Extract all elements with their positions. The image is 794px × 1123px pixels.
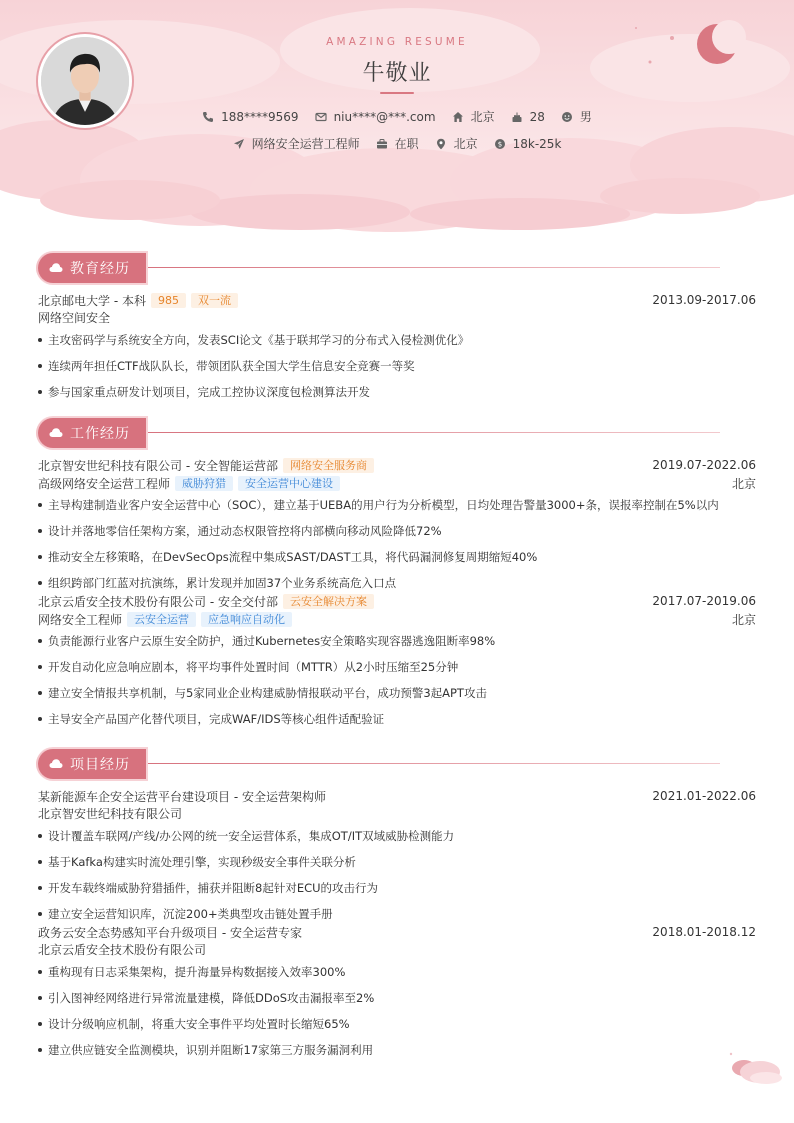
project-entry xyxy=(38,787,756,927)
project-company: 北京智安世纪科技有限公司 xyxy=(38,807,183,821)
project-details xyxy=(38,959,756,1063)
projects-section-header xyxy=(38,749,756,779)
skill-tag: 安全运营中心建设 xyxy=(238,476,340,491)
company-type-tag: 网络安全服务商 xyxy=(283,458,374,473)
list-item: 引入图神经网络进行异常流量建模，降低DDoS攻击漏报率至2% xyxy=(38,985,756,1011)
cake-icon xyxy=(511,111,523,123)
work-achievements xyxy=(38,628,756,732)
skill-tag: 云安全运营 xyxy=(127,612,196,627)
list-item: 主导安全产品国产化替代项目，完成WAF/IDS等核心组件适配验证 xyxy=(38,706,756,732)
resume-tagline: AMAZING RESUME xyxy=(326,36,468,48)
residence-text: 北京 xyxy=(470,110,495,124)
job-title: 高级网络安全运营工程师 xyxy=(38,476,171,491)
cloud-icon xyxy=(49,262,63,273)
school-degree: 北京邮电大学 - 本科 xyxy=(38,293,146,308)
decorative-cloud-icon xyxy=(728,1052,784,1086)
list-item: 建立供应链安全监测模块，识别并阻断17家第三方服务漏洞利用 xyxy=(38,1037,756,1063)
job-status-item xyxy=(376,135,419,152)
school-tag-double-first-class: 双一流 xyxy=(191,293,238,308)
work-section xyxy=(38,418,756,732)
briefcase-icon xyxy=(376,138,388,150)
list-item: 设计分级响应机制，将重大安全事件平均处置时长缩短65% xyxy=(38,1011,756,1037)
list-item: 主攻密码学与系统安全方向，发表SCI论文《基于联邦学习的分布式入侵检测优化》 xyxy=(38,327,756,353)
position-row xyxy=(38,474,756,492)
contact-info-row xyxy=(0,108,794,125)
projects-section-title: 项目经历 xyxy=(70,757,130,773)
education-entry xyxy=(38,291,756,405)
age-item xyxy=(511,110,545,124)
target-city-text: 北京 xyxy=(453,137,478,151)
project-company: 北京云盾安全技术股份有限公司 xyxy=(38,943,207,957)
target-city-item xyxy=(435,135,478,152)
salary-text: 18k-25k xyxy=(512,136,562,151)
projects-section-title-pill xyxy=(38,749,146,779)
phone-text: 188****9569 xyxy=(221,109,299,124)
work-section-title: 工作经历 xyxy=(70,426,130,442)
work-date: 2017.07-2019.06 xyxy=(652,594,756,608)
work-location: 北京 xyxy=(731,476,756,491)
entry-title-row xyxy=(38,291,756,309)
job-status-text: 在职 xyxy=(394,137,419,151)
list-item: 推动安全左移策略，在DevSecOps流程中集成SAST/DAST工具，将代码漏洞修复周期缩短40% xyxy=(38,544,756,570)
target-position-text: 网络安全运营工程师 xyxy=(251,137,360,151)
major: 网络空间安全 xyxy=(38,311,111,325)
education-section xyxy=(38,253,756,405)
cloud-icon xyxy=(49,758,63,769)
list-item: 设计覆盖车联网/产线/办公网的统一安全运营体系，集成OT/IT双域威胁检测能力 xyxy=(38,823,756,849)
gender-item xyxy=(561,108,592,125)
age-text: 28 xyxy=(529,109,545,124)
residence-item xyxy=(452,108,495,125)
cloud-icon xyxy=(49,427,63,438)
send-icon xyxy=(233,138,245,150)
company-type-tag: 云安全解决方案 xyxy=(283,594,374,609)
entry-title-row xyxy=(38,787,756,805)
name-underline xyxy=(380,92,414,94)
list-item: 负责能源行业客户云原生安全防护，通过Kubernetes安全策略实现容器逃逸阻断率98% xyxy=(38,628,756,654)
work-date: 2019.07-2022.06 xyxy=(652,458,756,472)
work-entry xyxy=(38,456,756,596)
work-entry xyxy=(38,592,756,732)
resume-header xyxy=(0,0,794,232)
work-achievements xyxy=(38,492,756,596)
education-date: 2013.09-2017.06 xyxy=(652,293,756,307)
job-intent-row xyxy=(0,135,794,152)
home-icon xyxy=(452,111,464,123)
list-item: 组织跨部门红蓝对抗演练，累计发现并加固37个业务系统高危入口点 xyxy=(38,570,756,596)
location-icon xyxy=(435,138,447,150)
project-date: 2021.01-2022.06 xyxy=(652,789,756,803)
project-details xyxy=(38,823,756,927)
target-position-item xyxy=(233,135,360,152)
email-text: niu****@***.com xyxy=(333,109,436,124)
education-section-title: 教育经历 xyxy=(70,261,130,277)
position-row xyxy=(38,610,756,628)
list-item: 主导构建制造业客户安全运营中心（SOC），建立基于UEBA的用户行为分析模型，日均处理告警量3000+条，误报率控制在5%以内 xyxy=(38,492,756,518)
education-section-header xyxy=(38,253,756,283)
gender-text: 男 xyxy=(579,110,592,124)
education-section-title-pill xyxy=(38,253,146,283)
candidate-name: 牛敬业 xyxy=(362,61,432,86)
school-tag-985: 985 xyxy=(151,293,186,308)
list-item: 重构现有日志采集架构，提升海量异构数据接入效率300% xyxy=(38,959,756,985)
email-item xyxy=(315,110,436,124)
entry-title-row xyxy=(38,456,756,474)
list-item: 开发车载终端威胁狩猎插件，捕获并阻断8起针对ECU的攻击行为 xyxy=(38,875,756,901)
svg-text:$: $ xyxy=(497,140,502,149)
salary-item xyxy=(494,137,562,151)
section-divider-line xyxy=(148,432,720,433)
list-item: 参与国家重点研发计划项目，完成工控协议深度包检测算法开发 xyxy=(38,379,756,405)
work-section-title-pill xyxy=(38,418,146,448)
smile-icon xyxy=(561,111,573,123)
salary-icon xyxy=(494,138,506,150)
job-title: 网络安全工程师 xyxy=(38,612,123,627)
education-highlights xyxy=(38,327,756,405)
list-item: 开发自动化应急响应剧本，将平均事件处置时间（MTTR）从2小时压缩至25分钟 xyxy=(38,654,756,680)
list-item: 连续两年担任CTF战队队长，带领团队获全国大学生信息安全竞赛一等奖 xyxy=(38,353,756,379)
project-name-role: 政务云安全态势感知平台升级项目 - 安全运营专家 xyxy=(38,925,302,940)
company-department: 北京云盾安全技术股份有限公司 - 安全交付部 xyxy=(38,594,278,609)
skill-tag: 威胁狩猎 xyxy=(175,476,233,491)
work-section-header xyxy=(38,418,756,448)
projects-section xyxy=(38,749,756,1063)
project-date: 2018.01-2018.12 xyxy=(652,925,756,939)
section-divider-line xyxy=(148,267,720,268)
phone-icon xyxy=(202,111,214,123)
list-item: 基于Kafka构建实时流处理引擎，实现秒级安全事件关联分析 xyxy=(38,849,756,875)
list-item: 建立安全情报共享机制，与5家同业企业构建威胁情报联动平台，成功预警3起APT攻击 xyxy=(38,680,756,706)
work-location: 北京 xyxy=(731,612,756,627)
skill-tag: 应急响应自动化 xyxy=(201,612,292,627)
project-name-role: 某新能源车企安全运营平台建设项目 - 安全运营架构师 xyxy=(38,789,326,804)
mail-icon xyxy=(315,111,327,123)
list-item: 建立安全运营知识库，沉淀200+类典型攻击链处置手册 xyxy=(38,901,756,927)
company-department: 北京智安世纪科技有限公司 - 安全智能运营部 xyxy=(38,458,278,473)
project-entry xyxy=(38,923,756,1063)
section-divider-line xyxy=(148,763,720,764)
phone-item xyxy=(202,110,298,124)
list-item: 设计并落地零信任架构方案，通过动态权限管控将内部横向移动风险降低72% xyxy=(38,518,756,544)
